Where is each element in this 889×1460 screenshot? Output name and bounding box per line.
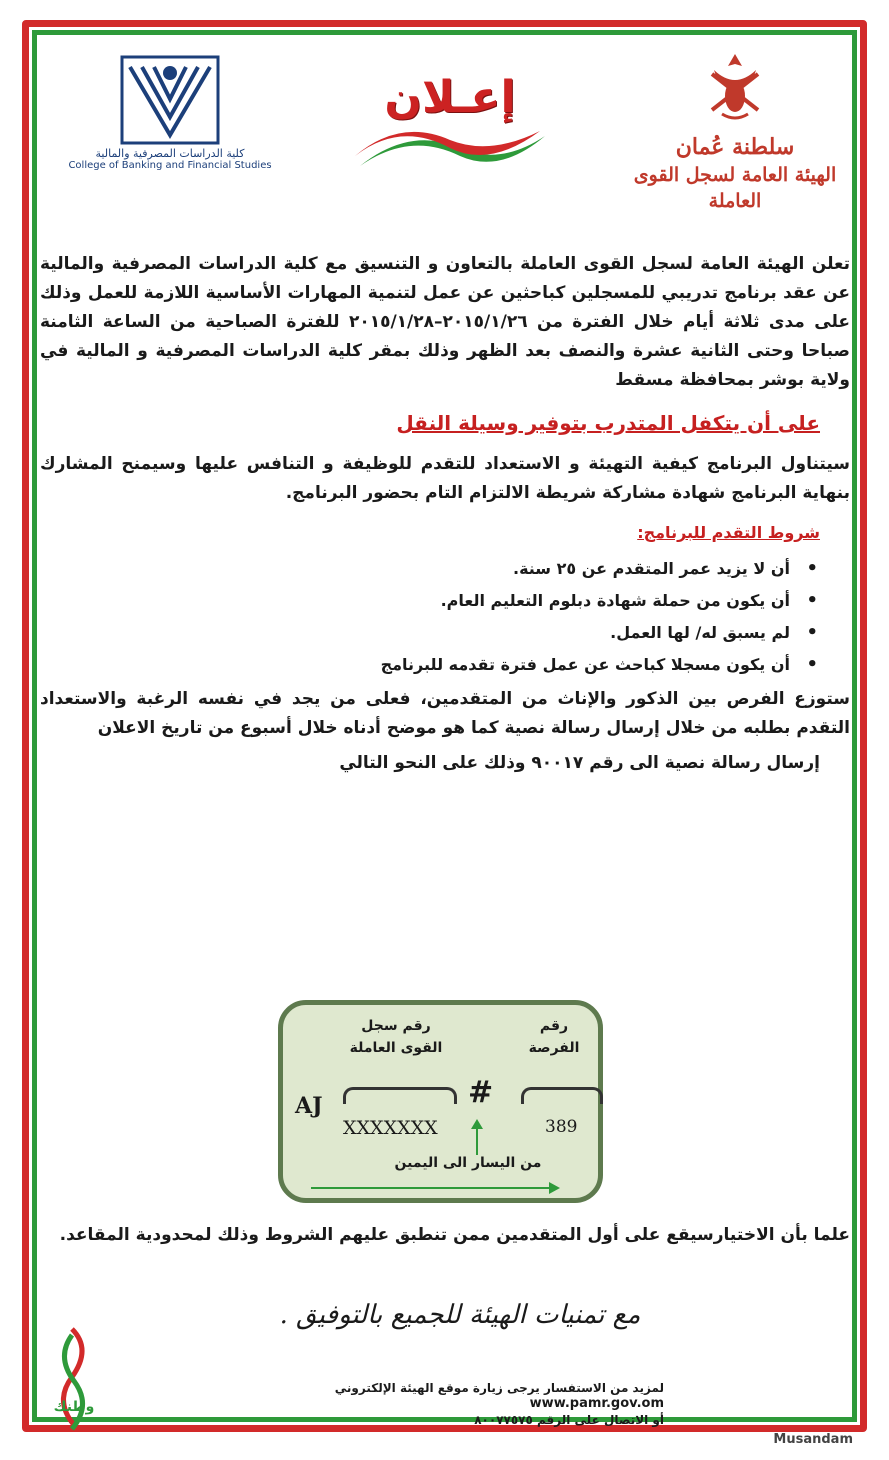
intro-paragraph: تعلن الهيئة العامة لسجل القوى العاملة بالتعاون و التنسيق مع كلية الدراسات المصرفية والمالية عن عقد برنامج تدريبي للمسجلين كباحثين عن عمل لتنمية المهارات الأساسية اللازمة للعمل وذلك على مدى ثلاثة أيام خلال الفترة من ٢٠١٥/١/٢٦–٢٠١٥/١/٢٨ للفترة الصباحية من الساعة الثامنة صباحا وحتى الثانية عشرة والنصف بعد الظهر وذلك بمقر كلية الدراسات المصرفية و المالية في ولاية بوشر بمحافظة مسقط (40, 254, 851, 390)
registry-bracket (343, 1087, 457, 1104)
requirements-title: شروط التقدم للبرنامج: (637, 523, 820, 542)
footer-line-1: لمزيد من الاستفسار يرجى زيارة موقع الهيئة الإلكتروني (334, 1381, 664, 1395)
college-name-ar: كلية الدراسات المصرفية والمالية (95, 147, 245, 160)
registry-placeholder: XXXXXXX (343, 1117, 438, 1139)
sms-format-box (278, 1000, 603, 1203)
opportunity-number-label: رقم الفرصة (528, 1018, 580, 1056)
registry-number-label: رقم سجل القوى العاملة (349, 1018, 443, 1056)
program-paragraph: سيتناول البرنامج كيفية التهيئة و الاستعداد للتقدم للوظيفة و التنافس عليها وسيمنح المشارك بنهاية البرنامج شهادة مشاركة شريطة الالتزام التام بحضور البرنامج. (40, 454, 850, 503)
closing-wish: مع تمنيات الهيئة للجميع بالتوفيق . (279, 1300, 641, 1330)
college-logo-icon (120, 55, 220, 145)
watermark-credit: Musandam (773, 1432, 853, 1447)
right-arrow-icon (311, 1181, 561, 1195)
sms-prefix: AJ (295, 1093, 323, 1119)
direction-note: من اليسار الى اليمين (394, 1155, 542, 1171)
list-item: • أن يكون مسجلا كباحث عن عمل فترة تقدمه للبرنامج (40, 649, 790, 681)
opportunity-bracket (521, 1087, 603, 1104)
list-item: • أن يكون من حملة شهادة دبلوم التعليم العام. (40, 585, 790, 617)
transport-note: على أن يتكفل المتدرب بتوفير وسيلة النقل (396, 411, 820, 435)
college-name-en: College of Banking and Financial Studies (68, 160, 272, 171)
sms-instruction: إرسال رسالة نصية الى رقم ٩٠٠١٧ وذلك على النحو التالي (339, 753, 820, 773)
list-item: • لم يسبق له/ لها العمل. (40, 617, 790, 649)
announce-title: إعـلان (384, 72, 516, 123)
opportunity-number: 389 (545, 1117, 578, 1137)
closing-note: علما بأن الاختيارسيقع على أول المتقدمين ممن تنطبق عليهم الشروط وذلك لمحدودية المقاعد. (59, 1225, 850, 1245)
flag-swoosh-icon (350, 126, 550, 176)
oman-emblem-icon (702, 50, 768, 122)
sms-separator: # (468, 1075, 494, 1110)
footer-url[interactable]: www.pamr.gov.om (529, 1396, 664, 1411)
announce-block (340, 70, 560, 176)
announcement-body (40, 250, 850, 778)
header (40, 30, 850, 230)
footer-line-3: أو الاتصال على الرقم ٨٠٠٧٧٥٧٥ (474, 1413, 664, 1427)
college-block (50, 55, 290, 171)
list-item: • أن لا يزيد عمر المتقدم عن ٢٥ سنة. (40, 553, 790, 585)
up-arrow-icon (469, 1117, 485, 1157)
footer (0, 1380, 889, 1460)
oman-title: سلطنة عُمان (675, 134, 795, 160)
footer-contact (264, 1380, 664, 1428)
authority-name: الهيئة العامة لسجل القوى العاملة (633, 164, 837, 212)
svg-text:وطنك: وطنك (53, 1399, 95, 1415)
distribution-paragraph: ستوزع الفرص بين الذكور والإناث من المتقدمين، فعلى من يجد في نفسه الرغبة والاستعداد التقدم بطلبه من خلال إرسال رسالة نصية كما هو موضح أدناه خلال أسبوع من تاريخ الاعلان (40, 689, 850, 738)
requirements-list (40, 553, 850, 681)
oman-authority-block (620, 50, 850, 214)
